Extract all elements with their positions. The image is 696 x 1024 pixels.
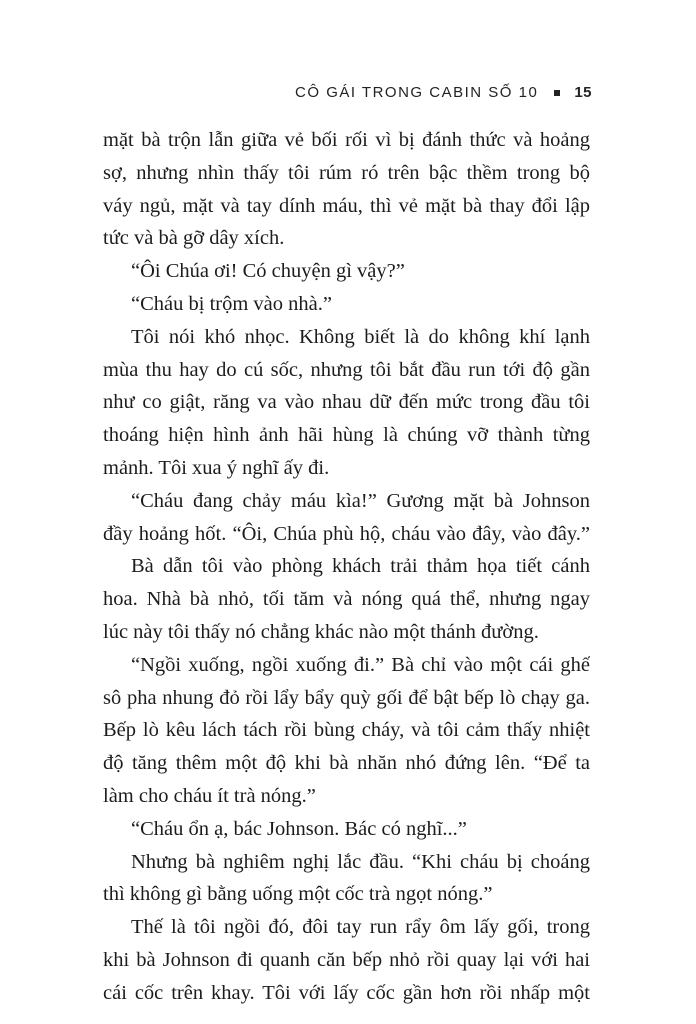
text-line: làm cho cháu ít trà nóng.” [103, 784, 316, 807]
text-line: váy ngủ, mặt và tay dính máu, thì vẻ mặt bà thay đổi lập [103, 194, 590, 217]
text-line: “Ôi Chúa ơi! Có chuyện gì vậy?” [131, 260, 405, 283]
text-line: sợ, nhưng nhìn thấy tôi rúm ró trên bậc thềm trong bộ [103, 161, 590, 184]
text-line: Bếp lò kêu lách tách rồi bùng cháy, và tôi cảm thấy nhiệt [103, 719, 590, 742]
text-line: cái cốc trên khay. Tôi với lấy cốc gần hơn rồi nhấp một [103, 981, 590, 1004]
separator-square-icon [554, 90, 560, 96]
text-line: “Cháu ổn ạ, bác Johnson. Bác có nghĩ...” [131, 817, 467, 840]
text-line: mùa thu hay do cú sốc, nhưng tôi bắt đầu run tới độ gần [103, 358, 590, 381]
text-line: độ tăng thêm một độ khi bà nhăn nhó đứng lên. “Để ta [103, 752, 590, 775]
text-line: “Ngồi xuống, ngồi xuống đi.” Bà chỉ vào một cái ghế [131, 653, 590, 676]
text-line: “Cháu đang chảy máu kìa!” Gương mặt bà Johnson [131, 489, 590, 512]
text-line: thì không gì bằng uống một cốc trà ngọt nóng.” [103, 883, 493, 906]
body-text [103, 124, 590, 1010]
text-line: thoáng hiện hình ảnh hãi hùng là chúng vỡ thành từng [103, 424, 590, 447]
text-line: hoa. Nhà bà nhỏ, tối tăm và nóng quá thể, nhưng ngay [103, 588, 590, 611]
text-line: Thế là tôi ngồi đó, đôi tay run rẩy ôm lấy gối, trong [131, 916, 590, 939]
text-line: mảnh. Tôi xua ý nghĩ ấy đi. [103, 456, 330, 479]
text-line: như co giật, răng va vào nhau dữ đến mức trong đầu tôi [103, 391, 590, 414]
text-line: mặt bà trộn lẫn giữa vẻ bối rối vì bị đánh thức và hoảng [103, 129, 590, 151]
text-line: “Cháu bị trộm vào nhà.” [131, 292, 332, 315]
text-line: sô pha nhung đỏ rồi lẩy bẩy quỳ gối để bật bếp lò chạy ga. [103, 686, 590, 709]
text-line: tức và bà gỡ dây xích. [103, 227, 285, 250]
book-title: CÔ GÁI TRONG CABIN SỐ 10 [295, 84, 539, 101]
text-line: Tôi nói khó nhọc. Không biết là do không khí lạnh [131, 325, 590, 348]
text-line: Nhưng bà nghiêm nghị lắc đầu. “Khi cháu bị choáng [131, 850, 590, 873]
running-header [295, 84, 592, 101]
text-line: đầy hoảng hốt. “Ôi, Chúa phù hộ, cháu vào đây, vào đây.” [103, 522, 590, 545]
text-line: khi bà Johnson đi quanh căn bếp nhỏ rồi quay lại với hai [103, 948, 590, 971]
text-line: lúc này tôi thấy nó chẳng khác nào một thánh đường. [103, 620, 539, 643]
text-line: Bà dẫn tôi vào phòng khách trải thảm họa tiết cánh [131, 555, 590, 578]
page-number: 15 [574, 84, 592, 101]
